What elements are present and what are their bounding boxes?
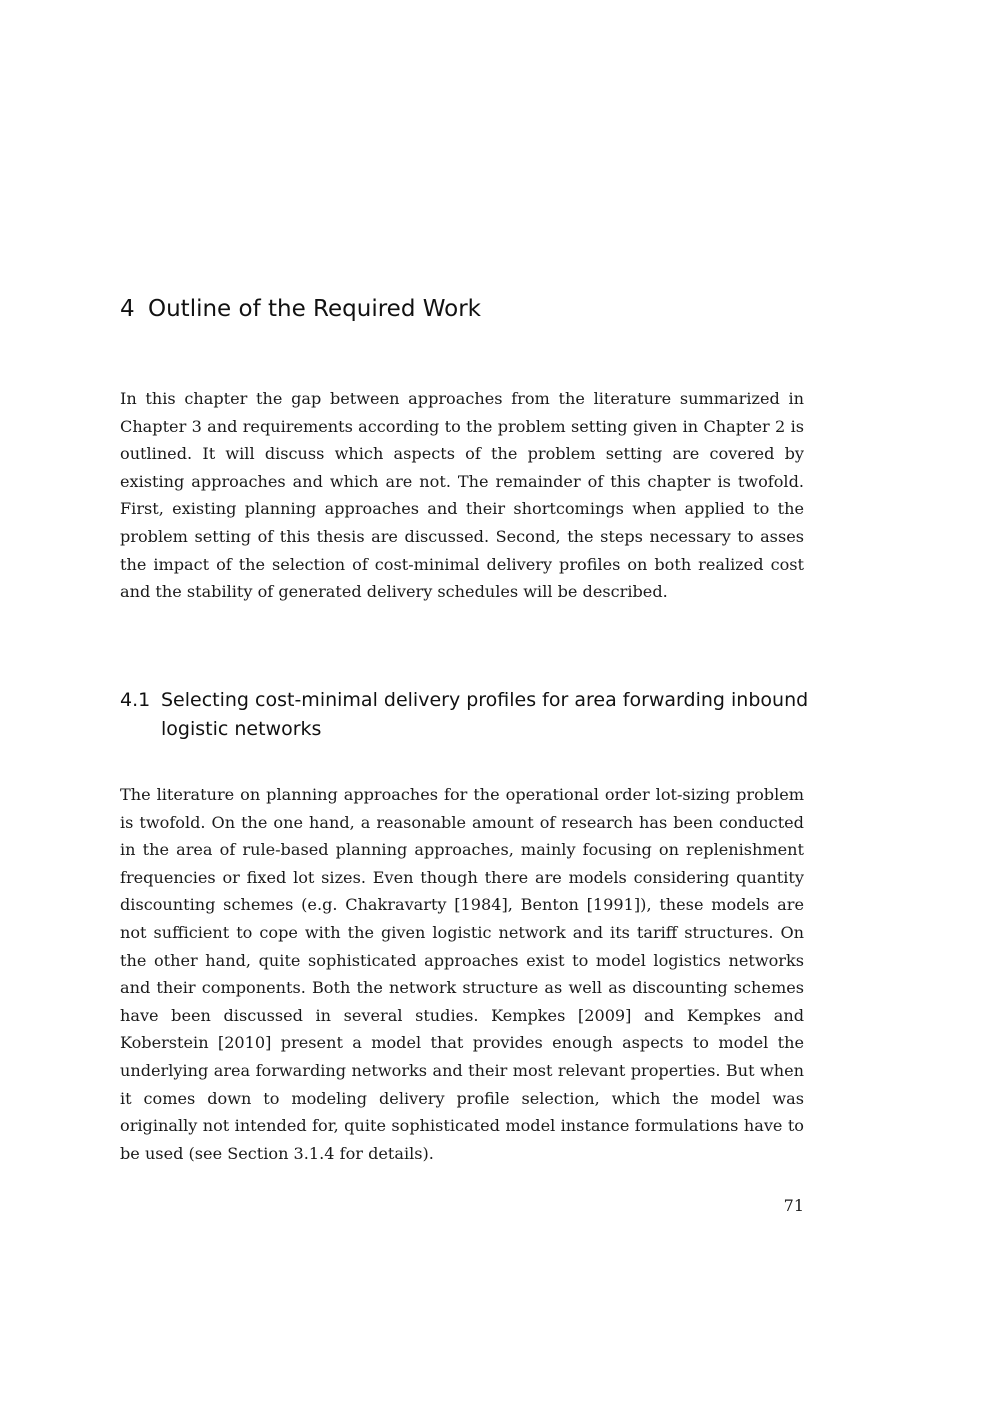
chapter-heading (120, 292, 820, 326)
section-heading (120, 686, 820, 744)
section-title: Selecting cost-minimal delivery profiles for area forwarding inbound logistic networks (161, 689, 809, 740)
section-number: 4.1 (120, 689, 151, 711)
intro-paragraph: In this chapter the gap between approaches from the literature summarized in Chapter 3 and requirements according to the problem setting given in Chapter 2 is outlined. It will discuss which aspects of the problem setting are covered by existing approaches and which are not. The remainder of this chapter is twofold. First, existing planning approaches and their shortcomings when applied to the problem setting of this thesis are discussed. Second, the steps necessary to asses the impact of the selection of cost-minimal delivery profiles on both realized cost and the stability of generated delivery schedules will be described. (120, 389, 804, 602)
section-paragraph: The literature on planning approaches for the operational order lot-sizing problem is twofold. On the one hand, a reasonable amount of research has been conducted in the area of rule-based planning approaches, mainly focusing on replenishment frequencies or fixed lot sizes. Even though there are models considering quantity discounting schemes (e.g. Chakravarty [1984], Benton [1991]), these models are not sufficient to cope with the given logistic network and its tariff structures. On the other hand, quite sophisticated approaches exist to model logistics networks and their components. Both the network structure as well as discounting schemes have been discussed in several studies. Kempkes [2009] and Kempkes and Koberstein [2010] present a model that provides enough aspects to model the underlying area forwarding networks and their most relevant properties. But when it comes down to modeling delivery profile selection, which the model was originally not intended for, quite sophisticated model instance formulations have to be used (see Section 3.1.4 for details). (120, 785, 804, 1163)
chapter-title: Outline of the Required Work (148, 296, 481, 322)
chapter-number: 4 (120, 296, 135, 322)
page-number: 71 (783, 1196, 804, 1215)
